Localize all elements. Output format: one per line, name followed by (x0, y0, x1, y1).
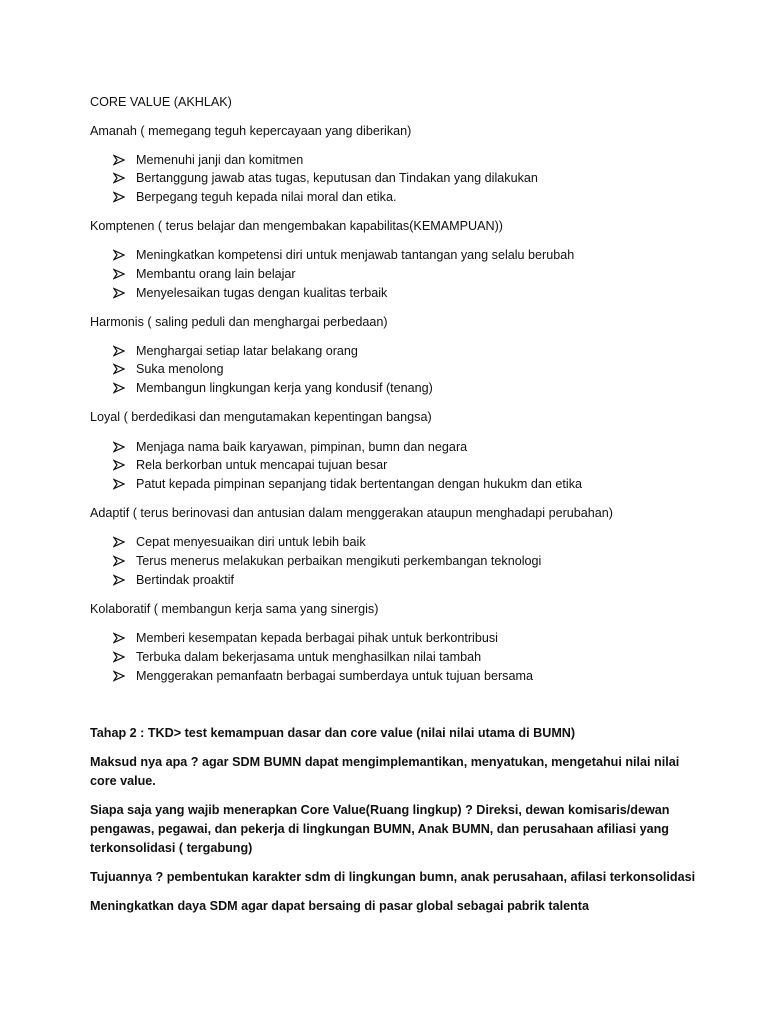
arrowhead-bullet-icon (113, 534, 125, 550)
arrowhead-bullet-icon (113, 630, 125, 646)
list-item-text: Menggerakan pemanfaatn berbagai sumberdaya untuk tujuan bersama (136, 669, 533, 683)
list-item-text: Patut kepada pimpinan sepanjang tidak bertentangan dengan hukukm dan etika (136, 477, 583, 491)
section-heading-harmonis: Harmonis ( saling peduli dan menghargai perbedaan) (90, 315, 388, 329)
list-item-text: Meningkatkan kompetensi diri untuk menjawab tantangan yang selalu berubah (136, 248, 575, 262)
arrowhead-bullet-icon (113, 380, 125, 396)
arrowhead-bullet-icon (113, 152, 125, 168)
section-heading-komptenen: Komptenen ( terus belajar dan mengembakan kapabilitas(KEMAMPUAN)) (90, 219, 503, 233)
siapa-paragraph-line: Siapa saja yang wajib menerapkan Core Value(Ruang lingkup) ? Direksi, dewan komisaris/dewan (90, 803, 670, 817)
list-item-text: Menyelesaikan tugas dengan kualitas terbaik (136, 286, 388, 300)
tahap-paragraph: Tahap 2 : TKD> test kemampuan dasar dan core value (nilai nilai utama di BUMN) (90, 726, 576, 740)
siapa-paragraph-line: pengawas, pegawai, dan pekerja di lingkungan BUMN, Anak BUMN, dan perusahaan afiliasi yang (90, 822, 669, 836)
document-title: CORE VALUE (AKHLAK) (90, 95, 232, 109)
list-item-text: Membantu orang lain belajar (136, 267, 296, 281)
arrowhead-bullet-icon (113, 439, 125, 455)
arrowhead-bullet-icon (113, 247, 125, 263)
arrowhead-bullet-icon (113, 266, 125, 282)
section-heading-loyal: Loyal ( berdedikasi dan mengutamakan kepentingan bangsa) (90, 410, 432, 424)
arrowhead-bullet-icon (113, 553, 125, 569)
tujuan-paragraph: Tujuannya ? pembentukan karakter sdm di lingkungan bumn, anak perusahaan, afilasi terkonsolidasi (90, 870, 696, 884)
arrowhead-bullet-icon (113, 476, 125, 492)
section-heading-kolaboratif: Kolaboratif ( membangun kerja sama yang sinergis) (90, 602, 379, 616)
list-item-text: Bertanggung jawab atas tugas, keputusan dan Tindakan yang dilakukan (136, 171, 538, 185)
arrowhead-bullet-icon (113, 343, 125, 359)
list-item-text: Memenuhi janji dan komitmen (136, 153, 304, 167)
list-item-text: Memberi kesempatan kepada berbagai pihak untuk berkontribusi (136, 631, 498, 645)
arrowhead-bullet-icon (113, 170, 125, 186)
arrowhead-bullet-icon (113, 189, 125, 205)
list-item-text: Bertindak proaktif (136, 573, 235, 587)
maksud-paragraph-line: core value. (90, 774, 156, 788)
list-item-text: Rela berkorban untuk mencapai tujuan besar (136, 458, 388, 472)
list-item-text: Berpegang teguh kepada nilai moral dan etika. (136, 190, 397, 204)
arrowhead-bullet-icon (113, 361, 125, 377)
list-item-text: Cepat menyesuaikan diri untuk lebih baik (136, 535, 366, 549)
list-item-text: Suka menolong (136, 362, 224, 376)
list-item-text: Membangun lingkungan kerja yang kondusif (tenang) (136, 381, 433, 395)
meningkatkan-paragraph: Meningkatkan daya SDM agar dapat bersaing di pasar global sebagai pabrik talenta (90, 899, 589, 913)
arrowhead-bullet-icon (113, 285, 125, 301)
list-item-text: Menjaga nama baik karyawan, pimpinan, bumn dan negara (136, 440, 468, 454)
arrowhead-bullet-icon (113, 457, 125, 473)
section-heading-adaptif: Adaptif ( terus berinovasi dan antusian dalam menggerakan ataupun menghadapi perubahan) (90, 506, 613, 520)
arrowhead-bullet-icon (113, 668, 125, 684)
arrowhead-bullet-icon (113, 649, 125, 665)
list-item-text: Terbuka dalam bekerjasama untuk menghasilkan nilai tambah (136, 650, 482, 664)
section-heading-amanah: Amanah ( memegang teguh kepercayaan yang diberikan) (90, 124, 412, 138)
siapa-paragraph-line: terkonsolidasi ( tergabung) (90, 841, 253, 855)
arrowhead-bullet-icon (113, 572, 125, 588)
list-item-text: Terus menerus melakukan perbaikan mengikuti perkembangan teknologi (136, 554, 542, 568)
maksud-paragraph-line: Maksud nya apa ? agar SDM BUMN dapat mengimplemantikan, menyatukan, mengetahui nilai nilai (90, 755, 680, 769)
list-item-text: Menghargai setiap latar belakang orang (136, 344, 358, 358)
